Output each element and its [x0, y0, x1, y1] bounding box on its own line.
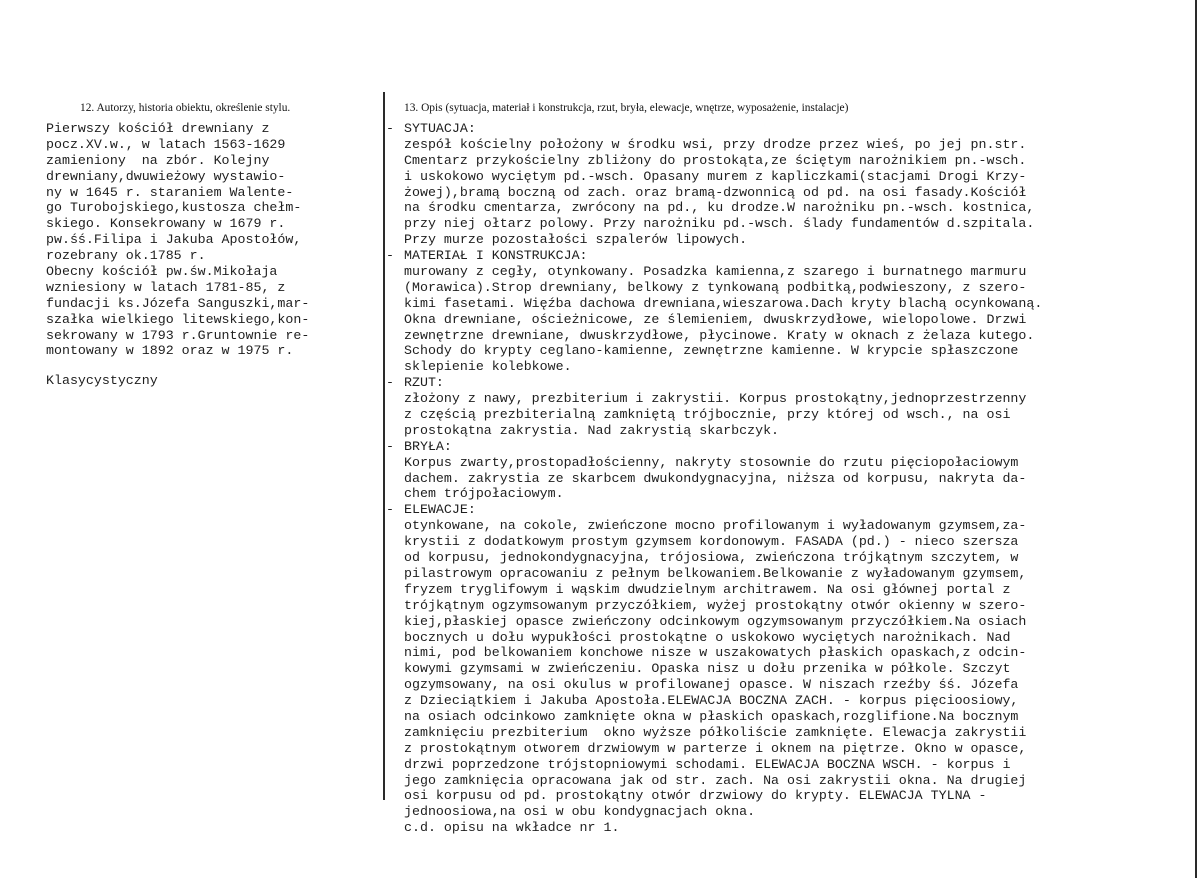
description-column [386, 121, 1194, 836]
section-title-label: BRYŁA: [404, 438, 452, 454]
section-bullet-dash: - [386, 248, 394, 264]
description-text-line: otynkowane, na cokole, zwieńczone mocno profilowanym i wyładowanym gzymsem,za- [404, 518, 1027, 534]
description-text-line: zespół kościelny położony w środku wsi, przy drodze przez wieś, po jej pn.str. [404, 136, 1027, 152]
description-text-line: nimi, pod belkowaniem konchowe nisze w uszakowatych płaskich opaskach,z odcin- [404, 645, 1027, 661]
column-divider [383, 92, 385, 800]
description-text-line: na środku cmentarza, zwrócony na pd., ku drodze.W narożniku pn.-wsch. kostnica, [404, 200, 1035, 216]
section-title-label: ELEWACJE: [404, 502, 476, 518]
section-title [386, 375, 444, 391]
description-text-line: złożony z nawy, prezbiterium i zakrystii. Korpus prostokątny,jednoprzestrzenny [404, 391, 1027, 407]
description-text-line: (Morawica).Strop drewniany, belkowy z tynkowaną podbitką,podwieszony, z szero- [404, 279, 1027, 295]
history-text-line: fundacji ks.Józefa Sanguszki,mar- [46, 295, 310, 311]
description-text-line: od korpusu, jednokondygnacyjna, trójosiowa, zwieńczona trójkątnym szczytem, w [404, 550, 1019, 566]
description-text-line: ogzymsowany, na osi okulus w profilowanej opasce. W niszach rzeźby śś. Józefa [404, 677, 1019, 693]
history-text-line: drewniany,dwuwieżowy wystawio- [46, 168, 286, 184]
section-bullet-dash: - [386, 438, 394, 454]
description-text-line: krystii z dodatkowym prostym gzymsem kordonowym. FASADA (pd.) - nieco szersza [404, 534, 1019, 550]
description-text-line: fryzem tryglifowym i wąskim dwudzielnym architrawem. Na osi głównej portal z [404, 581, 1011, 597]
description-text-line: dachem. zakrystia ze skarbcem dwukondygnacyjna, niższa od korpusu, nakryta da- [404, 470, 1027, 486]
history-text-line: zamieniony na zbór. Kolejny [46, 152, 270, 168]
section-title-label: RZUT: [404, 375, 444, 391]
description-text-line: bocznych u dołu wypukłości prostokątne o uskokowo wyciętych narożnikach. Nad [404, 629, 1011, 645]
section-title-label: MATERIAŁ I KONSTRUKCJA: [404, 248, 588, 264]
description-text-line: i uskokowo wyciętym pd.-wsch. Opasany murem z kapliczkami(stacjami Drogi Krzy- [404, 168, 1027, 184]
description-text-line: przy niej ołtarz polowy. Przy narożniku pd.-wsch. ślady fundamentów d.szpitala. [404, 216, 1035, 232]
history-text-line: pw.śś.Filipa i Jakuba Apostołów, [46, 232, 302, 248]
section-title [386, 248, 588, 264]
right-section-header: 13. Opis (sytuacja, materiał i konstrukcja, rzut, bryła, elewacje, wnętrze, wyposażenie, instalacje) [404, 102, 849, 114]
description-text-line: Przy murze pozostałości szpalerów lipowych. [404, 232, 748, 248]
left-section-header: 12. Autorzy, historia obiektu, określenie stylu. [80, 102, 291, 114]
description-text-line: c.d. opisu na wkładce nr 1. [404, 820, 620, 836]
description-text-line: kimi fasetami. Więźba dachowa drewniana,wieszarowa.Dach kryty blachą ocynkowaną. [404, 295, 1043, 311]
description-text-line: jednoosiowa,na osi w obu kondygnacjach okna. [404, 804, 756, 820]
style-classification: Klasycystyczny [46, 373, 158, 389]
history-text-line: pocz.XV.w., w latach 1563-1629 [46, 136, 286, 152]
description-text-line: chem trójpołaciowym. [404, 486, 564, 502]
section-title [386, 121, 476, 137]
history-text-line: ny w 1645 r. staraniem Walente- [46, 184, 294, 200]
page-right-border [1195, 0, 1197, 878]
history-text-line: sekrowany w 1793 r.Gruntownie re- [46, 327, 310, 343]
history-text-line: go Turobojskiego,kustosza chełm- [46, 200, 302, 216]
description-text-line: Okna drewniane, ościeżnicowe, ze ślemieniem, dwuskrzydłowe, wielopolowe. Drzwi [404, 311, 1027, 327]
description-text-line: zewnętrzne drewniane, dwuskrzydłowe, płycinowe. Kraty w oknach z żelaza kutego. [404, 327, 1035, 343]
history-text-line: Pierwszy kościół drewniany z [46, 121, 270, 136]
description-text-line: Korpus zwarty,prostopadłościenny, nakryty stosownie do rzutu pięciopołaciowym [404, 454, 1019, 470]
description-text-line: Cmentarz przykościelny zbliżony do prostokąta,ze ściętym narożnikiem pn.-wsch. [404, 152, 1027, 168]
description-text-line: z prostokątnym otworem drzwiowym w parterze i oknem na piętrze. Okno w opasce, [404, 740, 1027, 756]
description-text-line: Schody do krypty ceglano-kamienne, zewnętrzne kamienne. W krypcie spłaszczone [404, 343, 1019, 359]
description-text-line: kiej,płaskiej opasce zwieńczony odcinkowym ogzymsowanym przyczółkiem.Na osiach [404, 613, 1027, 629]
history-text-line: montowany w 1892 oraz w 1975 r. [46, 343, 294, 359]
section-bullet-dash: - [386, 502, 394, 518]
section-bullet-dash: - [386, 375, 394, 391]
description-text-line: na osiach odcinkowo zamknięte okna w płaskich opaskach,rozglifione.Na bocznym [404, 708, 1019, 724]
section-title [386, 439, 452, 455]
description-text-line: kowymi gzymsami w zwieńczeniu. Opaska nisz u dołu przenika w półkole. Szczyt [404, 661, 1011, 677]
description-text-line: drzwi poprzedzone trójstopniowymi schodami. ELEWACJA BOCZNA WSCH. - korpus i [404, 756, 1011, 772]
description-text-line: trójkątnym ogzymsowanym przyczółkiem, wyżej prostokątny otwór okienny w szero- [404, 597, 1027, 613]
description-text-line: z Dzieciątkiem i Jakuba Apostoła.ELEWACJA BOCZNA ZACH. - korpus pięcioosiowy, [404, 693, 1019, 709]
description-text-line: sklepienie kolebkowe. [404, 359, 572, 375]
description-text-line: murowany z cegły, otynkowany. Posadzka kamienna,z szarego i burnatnego marmuru [404, 264, 1027, 280]
description-text-line: prostokątna zakrystia. Nad zakrystią skarbczyk. [404, 422, 780, 438]
history-text-line: Obecny kościół pw.św.Mikołaja [46, 264, 278, 280]
section-bullet-dash: - [386, 121, 394, 136]
description-text-line: osi korpusu od pd. prostokątny otwór drzwiowy do krypty. ELEWACJA TYLNA - [404, 788, 987, 804]
description-text-line: zamknięciu prezbiterium okno wyższe półkoliście zamknięte. Elewacja zakrystii [404, 724, 1027, 740]
history-text-line: rozebrany ok.1785 r. [46, 248, 206, 264]
section-title [386, 502, 476, 518]
history-text-line: wzniesiony w latach 1781-85, z [46, 279, 286, 295]
history-column [46, 121, 382, 389]
description-text-line: pilastrowym opracowaniu z pełnym belkowaniem.Belkowanie z wyładowanym gzymsem, [404, 565, 1027, 581]
history-text-line: szałka wielkiego litewskiego,kon- [46, 311, 310, 327]
description-text-line: z częścią prezbiterialną zamkniętą trójbocznie, przy której od wsch., na osi [404, 407, 1011, 423]
history-text-line: skiego. Konsekrowany w 1679 r. [46, 216, 286, 232]
section-title-label: SYTUACJA: [404, 121, 476, 136]
description-text-line: jego zamknięcia opracowana jak od str. zach. Na osi zakrystii okna. Na drugiej [404, 772, 1027, 788]
description-text-line: żowej),bramą boczną od zach. oraz bramą-dzwonnicą od pd. na osi fasady.Kościół [404, 184, 1027, 200]
